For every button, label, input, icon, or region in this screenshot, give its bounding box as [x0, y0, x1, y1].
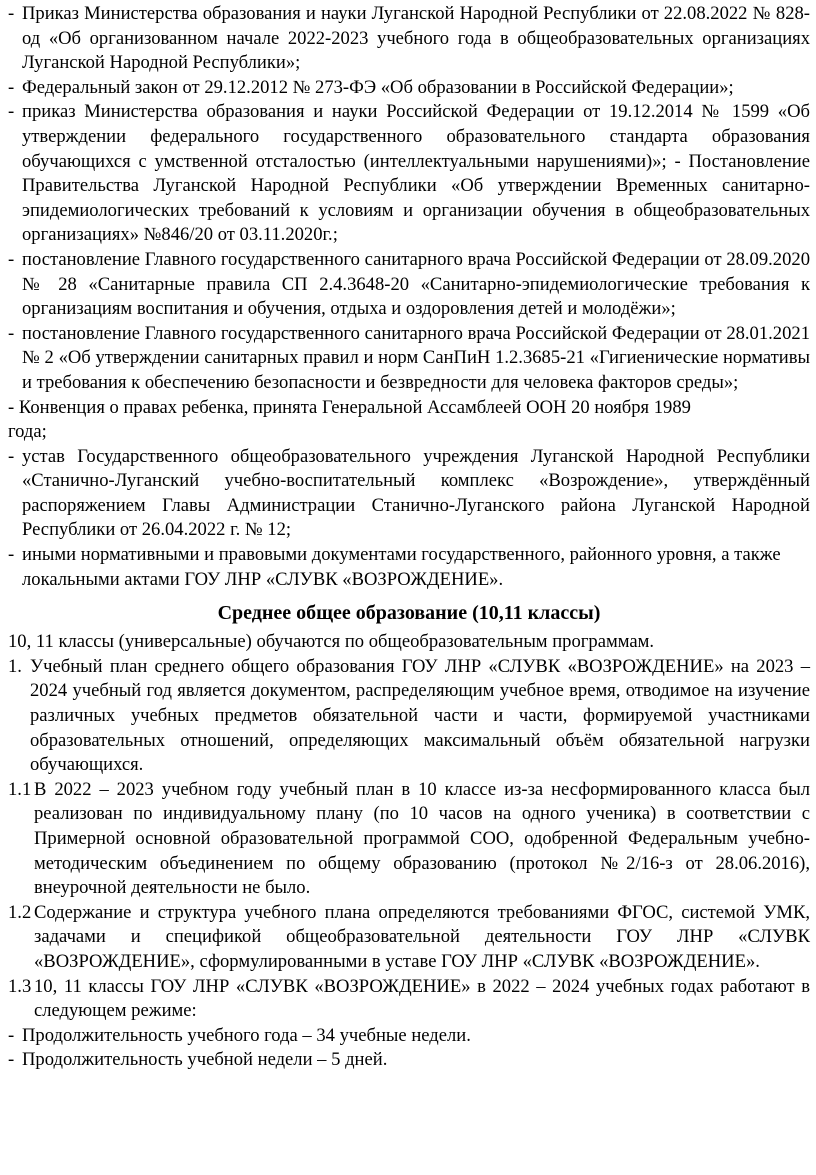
list-item [8, 100, 810, 248]
item-number: 1.3 [8, 975, 32, 997]
convention-line-1: - Конвенция о правах ребенка, принята Генеральной Ассамблеей ООН 20 ноября 1989 [8, 396, 691, 418]
list-bullet: - [8, 248, 15, 270]
list-item [8, 76, 810, 101]
list-item-text: приказ Министерства образования и науки Российской Федерации от 19.12.2014 № 1599 «Об утверждении федерального государственного образовательного стандарта образования обучающихся с умственной отсталостью (интеллектуальными нарушениями)»; - Постановление Правительства Луганской Народной Республики «Об утверждении Временных санитарно-эпидемиологических требований к условиям и организации обучения в общеобразовательных организациях» №846/20 от 03.11.2020г.; [22, 101, 810, 246]
list-item [8, 248, 810, 322]
convention-line-2: года; [8, 421, 47, 443]
list-bullet: - [8, 445, 15, 467]
list-bullet: - [8, 1024, 15, 1046]
item-number: 1. [8, 655, 22, 677]
list-item-text: Приказ Министерства образования и науки Луганской Народной Республики от 22.08.2022 № 828-од «Об организованном начале 2022-2023 учебного года в общеобразовательных организациях Луганской Народной Республики»; [22, 3, 810, 74]
list-item [8, 322, 810, 396]
numbered-item [8, 778, 810, 901]
numbered-item-text: Содержание и структура учебного плана определяются требованиями ФГОС, системой УМК, задачами и спецификой общеобразовательной деятельности ГОУ ЛНР «СЛУВК «ВОЗРОЖДЕНИЕ», сформулированными в уставе ГОУ ЛНР «СЛУВК «ВОЗРОЖДЕНИЕ». [34, 901, 810, 972]
list-item [8, 1048, 810, 1073]
list-bullet: - [8, 322, 15, 344]
schedule-list [8, 1024, 810, 1073]
list-bullet: - [8, 544, 15, 566]
numbered-item-text: Учебный план среднего общего образования ГОУ ЛНР «СЛУВК «ВОЗРОЖДЕНИЕ» на 2023 – 2024 учебный год является документом, распределяющим учебное время, отводимое на изучение различных учебных предметов обязательной части и части, формируемой участниками образовательных отношений, определяющих максимальный объём обязательной нагрузки обучающихся. [30, 655, 810, 776]
list-item-text: Продолжительность учебной недели – 5 дней. [22, 1049, 388, 1071]
list-bullet: - [8, 101, 15, 123]
list-item-text: постановление Главного государственного санитарного врача Российской Федерации от 28.09.2020 № 28 «Санитарные правила СП 2.4.3648-20 «Санитарно-эпидемиологические требования к организациям воспитания и обучения, отдыха и оздоровления детей и молодёжи»; [22, 248, 810, 320]
numbered-item-text: 10, 11 классы ГОУ ЛНР «СЛУВК «ВОЗРОЖДЕНИЕ» в 2022 – 2024 учебных годах работают в следующем режиме: [34, 975, 810, 1022]
section-intro: 10, 11 классы (универсальные) обучаются по общеобразовательным программам. [8, 631, 655, 653]
list-bullet: - [8, 76, 15, 98]
list-bullet: - [8, 3, 15, 24]
list-item-text: иными нормативными и правовыми документами государственного, районного уровня, а также локальными актами ГОУ ЛНР «СЛУВК «ВОЗРОЖДЕНИЕ». [22, 544, 781, 590]
list-item [8, 445, 810, 543]
list-bullet: - [8, 1049, 15, 1071]
numbered-list [8, 655, 810, 1024]
document-page [8, 2, 810, 1073]
item-number: 1.2 [8, 901, 32, 923]
list-item-text: Федеральный закон от 29.12.2012 № 273-ФЭ «Об образовании в Российской Федерации»; [22, 76, 734, 98]
list-item [8, 1024, 810, 1049]
item-number: 1.1 [8, 778, 32, 800]
numbered-item-text: В 2022 – 2023 учебном году учебный план в 10 классе из-за несформированного класса был реализован по индивидуальному плану (по 10 часов на одного ученика) в соответствии с Примерной основной образовательной программой СОО, одобренной Федеральным учебно-методическим объединением по общему образованию (протокол №2/16-з от 28.06.2016), внеурочной деятельности не было. [34, 778, 810, 899]
list-item-text: Продолжительность учебного года – 34 учебные недели. [22, 1024, 471, 1046]
regulations-list-continued [8, 445, 810, 593]
section-heading: Среднее общее образование (10,11 классы) [217, 602, 601, 625]
list-item-text: постановление Главного государственного санитарного врача Российской Федерации от 28.01.2021 № 2 «Об утверждении санитарных правил и норм СанПиН 1.2.3685-21 «Гигиенические нормативы и требования к обеспечению безопасности и безвредности для человека факторов среды»; [22, 322, 810, 393]
list-item-text: устав Государственного общеобразовательного учреждения Луганской Народной Республики «Станично-Луганский учебно-воспитательный комплекс «Возрождение», утверждённый распоряжением Главы Администрации Станично-Луганского района Луганской Народной Республики от 26.04.2022 г. № 12; [22, 445, 810, 541]
list-item [8, 543, 810, 592]
numbered-item [8, 901, 810, 975]
numbered-item [8, 655, 810, 778]
regulations-list [8, 2, 810, 396]
numbered-item [8, 975, 810, 1024]
list-item [8, 2, 810, 76]
